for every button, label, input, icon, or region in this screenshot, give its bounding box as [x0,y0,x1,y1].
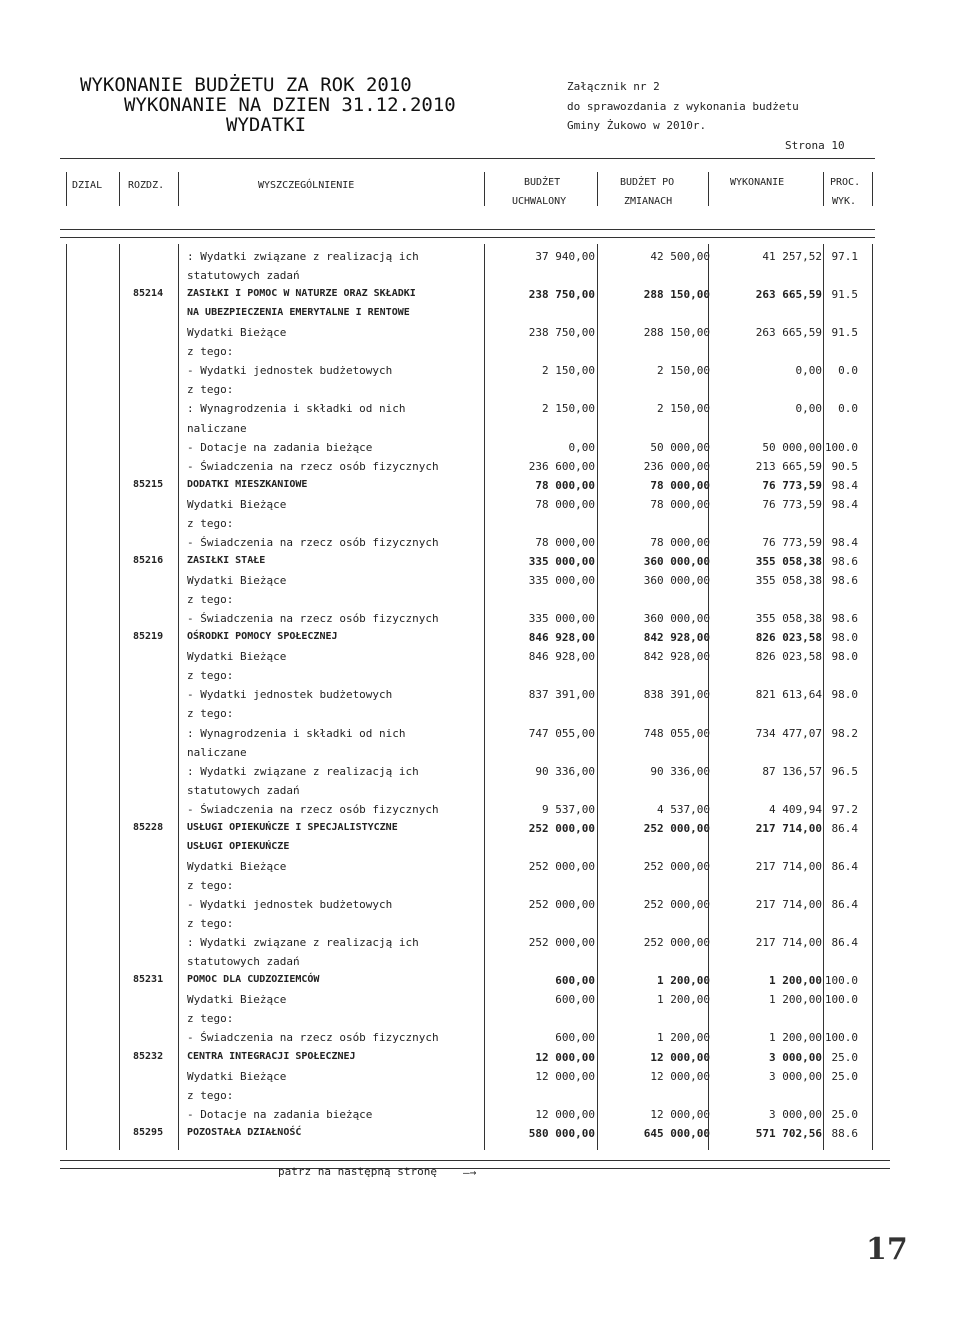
cell-rozdz: 85214 [133,288,164,300]
cell-description: - Wydatki jednostek budżetowych [187,364,393,378]
table-row [0,822,900,841]
cell-description: - Świadczenia na rzecz osób fizycznych [187,612,439,626]
cell-budzet-po-zmianach: 1 200,00 [657,993,710,1007]
table-row [0,517,900,536]
cell-wykonanie: 826 023,58 [755,650,822,664]
cell-description: Wydatki Bieżące [187,326,287,340]
table-row [0,707,900,726]
cell-description: POZOSTAŁA DZIAŁNOŚĆ [187,1126,302,1138]
cell-rozdz: 85215 [133,478,164,490]
col-zmianach: ZMIANACH [624,196,673,207]
cell-budzet-po-zmianach: 645 000,00 [643,1126,710,1140]
cell-budzet-po-zmianach: 288 150,00 [643,288,710,302]
cell-description: : Wynagrodzenia i składki od nich [187,726,406,740]
cell-wykonanie: 263 665,59 [755,288,822,302]
cell-budzet-po-zmianach: 252 000,00 [643,859,710,873]
table-row [0,1089,900,1108]
arrow-right-icon: —→ [463,1166,477,1179]
cell-budzet-uchwalony: 2 150,00 [542,402,595,416]
attachment-label: Załącznik nr 2 [567,80,660,93]
cell-wykonanie: 355 058,38 [755,612,822,626]
cell-budzet-uchwalony: 335 000,00 [528,574,595,588]
table-row [0,326,900,345]
cell-description: z tego: [187,345,234,359]
table-row [0,574,900,593]
cell-description: z tego: [187,707,234,721]
cell-budzet-uchwalony: 252 000,00 [528,859,595,873]
table-row [0,803,900,822]
cell-description: NA UBEZPIECZENIA EMERYTALNE I RENTOWE [187,307,410,319]
cell-wykonanie: 41 257,52 [762,250,822,263]
cell-description: CENTRA INTEGRACJI SPOŁECZNEJ [187,1050,356,1062]
cell-procent: 91.5 [831,326,858,340]
cell-budzet-po-zmianach: 42 500,00 [650,250,710,263]
cell-budzet-uchwalony: 90 336,00 [535,764,595,778]
cell-description: POMOC DLA CUDZOZIEMCÓW [187,974,320,986]
cell-procent: 100.0 [824,1031,858,1045]
table-row [0,841,900,860]
cell-description: Wydatki Bieżące [187,574,287,588]
cell-description: ZASIŁKI I POMOC W NATURZE ORAZ SKŁADKI [187,288,416,300]
cell-budzet-uchwalony: 846 928,00 [528,650,595,664]
cell-budzet-po-zmianach: 1 200,00 [657,974,710,988]
cell-wykonanie: 3 000,00 [769,1069,822,1083]
cell-wykonanie: 1 200,00 [769,993,822,1007]
cell-wykonanie: 1 200,00 [769,1031,822,1045]
cell-budzet-uchwalony: 252 000,00 [528,821,595,835]
cell-budzet-uchwalony: 9 537,00 [542,802,595,816]
cell-procent: 88.6 [831,1126,858,1140]
cell-description: z tego: [187,1088,234,1102]
table-row [0,250,900,269]
cell-budzet-po-zmianach: 360 000,00 [643,612,710,626]
cell-budzet-uchwalony: 335 000,00 [528,612,595,626]
cell-description: Wydatki Bieżące [187,993,287,1007]
cell-wykonanie: 76 773,59 [762,478,822,492]
cell-description: Wydatki Bieżące [187,1069,287,1083]
cell-description: statutowych zadań [187,955,300,969]
cell-description: - Dotacje na zadania bieżące [187,440,373,454]
cell-budzet-uchwalony: 78 000,00 [535,535,595,549]
cell-rozdz: 85295 [133,1126,164,1138]
table-row [0,345,900,364]
table-row [0,650,900,669]
col-wykonanie: WYKONANIE [730,177,785,188]
cell-procent: 98.4 [831,497,858,511]
cell-description: - Świadczenia na rzecz osób fizycznych [187,1031,439,1045]
cell-description: z tego: [187,1012,234,1026]
cell-procent: 0.0 [838,402,858,416]
title-line-1: WYKONANIE BUDŻETU ZA ROK 2010 [80,74,412,96]
cell-procent: 25.0 [831,1107,858,1121]
cell-wykonanie: 1 200,00 [769,974,822,988]
title-line-3: WYDATKI [226,114,307,136]
cell-procent: 98.6 [831,554,858,568]
cell-budzet-uchwalony: 78 000,00 [535,478,595,492]
cell-rozdz: 85216 [133,554,164,566]
cell-description: z tego: [187,383,234,397]
cell-description: : Wydatki związane z realizacją ich [187,936,419,950]
cell-budzet-po-zmianach: 12 000,00 [650,1107,710,1121]
table-row [0,1108,900,1127]
cell-procent: 0.0 [838,364,858,378]
table-row [0,765,900,784]
table-row [0,1012,900,1031]
cell-description: - Wydatki jednostek budżetowych [187,688,393,702]
cell-procent: 98.4 [831,535,858,549]
cell-description: naliczane [187,421,247,435]
cell-wykonanie: 734 477,07 [755,726,822,740]
cell-budzet-uchwalony: 238 750,00 [528,288,595,302]
table-row [0,1127,900,1146]
table-row [0,669,900,688]
cell-budzet-po-zmianach: 288 150,00 [643,326,710,340]
cell-budzet-po-zmianach: 360 000,00 [643,554,710,568]
cell-budzet-po-zmianach: 12 000,00 [650,1069,710,1083]
cell-budzet-po-zmianach: 1 200,00 [657,1031,710,1045]
cell-budzet-po-zmianach: 842 928,00 [643,650,710,664]
table-row [0,593,900,612]
continue-note: patrz na następną stronę [278,1165,437,1178]
cell-wykonanie: 217 714,00 [755,859,822,873]
cell-budzet-po-zmianach: 78 000,00 [650,478,710,492]
cell-procent: 86.4 [831,821,858,835]
cell-procent: 91.5 [831,288,858,302]
table-row [0,860,900,879]
col-budzet-po: BUDŻET PO [620,177,675,188]
cell-procent: 98.6 [831,612,858,626]
cell-wykonanie: 87 136,57 [762,764,822,778]
cell-description: : Wynagrodzenia i składki od nich [187,402,406,416]
cell-budzet-po-zmianach: 748 055,00 [643,726,710,740]
cell-procent: 98.0 [831,631,858,645]
table-row [0,688,900,707]
cell-budzet-po-zmianach: 252 000,00 [643,898,710,912]
table-row [0,784,900,803]
table-row [0,727,900,746]
cell-budzet-uchwalony: 12 000,00 [535,1069,595,1083]
cell-budzet-uchwalony: 78 000,00 [535,497,595,511]
table-row [0,498,900,517]
table-row [0,746,900,765]
col-wyszczegolnienie: WYSZCZEGÓLNIENIE [258,180,355,191]
cell-budzet-uchwalony: 600,00 [555,1031,595,1045]
cell-wykonanie: 217 714,00 [755,898,822,912]
cell-budzet-uchwalony: 846 928,00 [528,631,595,645]
cell-rozdz: 85219 [133,631,164,643]
table-row [0,269,900,288]
cell-budzet-uchwalony: 2 150,00 [542,364,595,378]
cell-budzet-po-zmianach: 236 000,00 [643,459,710,473]
cell-rozdz: 85228 [133,821,164,833]
cell-budzet-uchwalony: 580 000,00 [528,1126,595,1140]
cell-procent: 98.0 [831,650,858,664]
cell-budzet-po-zmianach: 252 000,00 [643,936,710,950]
cell-budzet-uchwalony: 0,00 [568,440,595,454]
cell-wykonanie: 3 000,00 [769,1107,822,1121]
cell-budzet-po-zmianach: 2 150,00 [657,364,710,378]
cell-wykonanie: 4 409,94 [769,802,822,816]
table-row [0,555,900,574]
cell-procent: 86.4 [831,859,858,873]
table-row [0,383,900,402]
cell-budzet-po-zmianach: 842 928,00 [643,631,710,645]
table-row [0,307,900,326]
table-row [0,536,900,555]
cell-description: z tego: [187,917,234,931]
cell-budzet-uchwalony: 252 000,00 [528,898,595,912]
table-row [0,422,900,441]
cell-description: z tego: [187,593,234,607]
cell-procent: 98.4 [831,478,858,492]
cell-budzet-uchwalony: 747 055,00 [528,726,595,740]
table-row [0,479,900,498]
cell-procent: 25.0 [831,1069,858,1083]
cell-budzet-po-zmianach: 360 000,00 [643,574,710,588]
cell-budzet-uchwalony: 12 000,00 [535,1050,595,1064]
cell-description: USŁUGI OPIEKUŃCZE I SPECJALISTYCZNE [187,821,398,833]
table-row [0,460,900,479]
cell-wykonanie: 571 702,56 [755,1126,822,1140]
cell-procent: 98.2 [831,726,858,740]
cell-wykonanie: 217 714,00 [755,936,822,950]
title-line-2: WYKONANIE NA DZIEN 31.12.2010 [124,94,456,116]
cell-procent: 86.4 [831,898,858,912]
cell-description: : Wydatki związane z realizacją ich [187,764,419,778]
col-rozdz: ROZDZ. [128,180,165,191]
cell-description: Wydatki Bieżące [187,650,287,664]
cell-wykonanie: 0,00 [795,364,822,378]
cell-wykonanie: 821 613,64 [755,688,822,702]
cell-wykonanie: 76 773,59 [762,497,822,511]
cell-budzet-uchwalony: 837 391,00 [528,688,595,702]
cell-description: statutowych zadań [187,269,300,283]
cell-wykonanie: 76 773,59 [762,535,822,549]
col-uchwalony: UCHWALONY [512,196,567,207]
col-wyk: WYK. [832,196,857,207]
cell-wykonanie: 826 023,58 [755,631,822,645]
table-row [0,993,900,1012]
cell-wykonanie: 355 058,38 [755,574,822,588]
cell-procent: 97.1 [831,250,858,263]
cell-description: - Wydatki jednostek budżetowych [187,898,393,912]
cell-wykonanie: 3 000,00 [769,1050,822,1064]
cell-description: z tego: [187,516,234,530]
cell-description: USŁUGI OPIEKUŃCZE [187,840,290,852]
cell-budzet-po-zmianach: 78 000,00 [650,535,710,549]
cell-procent: 100.0 [824,993,858,1007]
cell-description: DODATKI MIESZKANIOWE [187,478,308,490]
cell-budzet-uchwalony: 252 000,00 [528,936,595,950]
cell-budzet-uchwalony: 600,00 [555,974,595,988]
cell-description: - Świadczenia na rzecz osób fizycznych [187,802,439,816]
cell-budzet-po-zmianach: 2 150,00 [657,402,710,416]
table-row [0,955,900,974]
cell-budzet-po-zmianach: 4 537,00 [657,802,710,816]
cell-description: OŚRODKI POMOCY SPOŁECZNEJ [187,631,338,643]
table-row [0,974,900,993]
cell-description: statutowych zadań [187,783,300,797]
cell-budzet-uchwalony: 238 750,00 [528,326,595,340]
table-row [0,879,900,898]
cell-rozdz: 85232 [133,1050,164,1062]
cell-procent: 98.6 [831,574,858,588]
cell-budzet-uchwalony: 12 000,00 [535,1107,595,1121]
col-dzial: DZIAL [72,180,103,191]
attachment-municipality: Gminy Żukowo w 2010r. [567,119,707,132]
cell-wykonanie: 355 058,38 [755,554,822,568]
cell-budzet-uchwalony: 236 600,00 [528,459,595,473]
cell-procent: 96.5 [831,764,858,778]
cell-wykonanie: 0,00 [795,402,822,416]
table-row [0,288,900,307]
cell-budzet-uchwalony: 37 940,00 [535,250,595,263]
cell-budzet-po-zmianach: 50 000,00 [650,440,710,454]
cell-description: z tego: [187,669,234,683]
cell-budzet-po-zmianach: 78 000,00 [650,497,710,511]
cell-procent: 100.0 [824,440,858,454]
col-proc: PROC. [830,177,861,188]
cell-wykonanie: 263 665,59 [755,326,822,340]
cell-budzet-po-zmianach: 12 000,00 [650,1050,710,1064]
cell-budzet-po-zmianach: 252 000,00 [643,821,710,835]
page-label: Strona 10 [785,139,845,152]
cell-wykonanie: 50 000,00 [762,440,822,454]
cell-procent: 86.4 [831,936,858,950]
cell-description: ZASIŁKI STAŁE [187,554,266,566]
table-row [0,364,900,383]
table-row [0,1070,900,1089]
table-row [0,936,900,955]
cell-description: : Wydatki związane z realizacją ich [187,250,419,263]
attachment-desc: do sprawozdania z wykonania budżetu [567,100,799,113]
cell-wykonanie: 217 714,00 [755,821,822,835]
cell-budzet-uchwalony: 600,00 [555,993,595,1007]
cell-procent: 90.5 [831,459,858,473]
cell-procent: 25.0 [831,1050,858,1064]
table-row [0,402,900,421]
cell-description: - Dotacje na zadania bieżące [187,1107,373,1121]
table-row [0,898,900,917]
table-row [0,1031,900,1050]
cell-description: - Świadczenia na rzecz osób fizycznych [187,459,439,473]
table-row [0,612,900,631]
cell-wykonanie: 213 665,59 [755,459,822,473]
cell-procent: 100.0 [824,974,858,988]
col-budzet: BUDŻET [524,177,561,188]
table-row [0,631,900,650]
table-row [0,441,900,460]
cell-description: z tego: [187,878,234,892]
cell-description: naliczane [187,745,247,759]
handwritten-page-number: 17 [866,1232,908,1267]
cell-description: Wydatki Bieżące [187,497,287,511]
cell-description: - Świadczenia na rzecz osób fizycznych [187,535,439,549]
cell-rozdz: 85231 [133,974,164,986]
table-row [0,1051,900,1070]
table-row [0,917,900,936]
cell-description: Wydatki Bieżące [187,859,287,873]
cell-budzet-uchwalony: 335 000,00 [528,554,595,568]
cell-budzet-po-zmianach: 838 391,00 [643,688,710,702]
cell-procent: 98.0 [831,688,858,702]
cell-procent: 97.2 [831,802,858,816]
cell-budzet-po-zmianach: 90 336,00 [650,764,710,778]
